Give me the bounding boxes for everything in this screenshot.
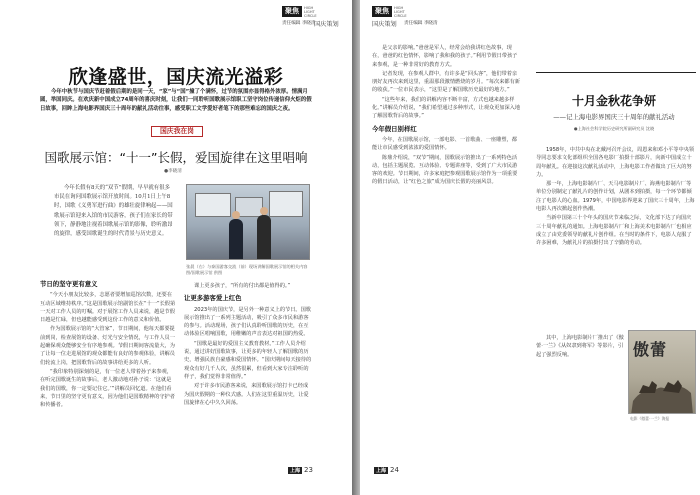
header-en-line: CIRCLE <box>304 14 317 19</box>
page-number: 24 <box>390 466 399 474</box>
article-continuation-column <box>372 44 522 188</box>
paragraph: “我印象特别深刻的是，有一位老人带着孙子来参观，在听完国歌诞生的故事后，老人激动地对孙子说：‘这就是我们的国歌，你一定要记住它。’”讲解员回忆道。在他们看来，节日里的坚守更有意义，因为他们是国歌精神的守护者和传播者。 <box>40 368 175 409</box>
lead-paragraph: 今年长假有8天的“双节”假期，早早就有很多市民在询问国歌展示馆开放时间。10月1日上午8时，国歌《义勇军进行曲》的雄壮旋律响起——国歌展示馆迎来入馆的市民游客，孩子们在家长的带领下，静静地注视着国歌展示馆的影像，聆听激昂的旋律，感受国歌诞生的时代背景与历史意义。 <box>54 185 173 238</box>
paragraph: “国歌是最好的爱国主义教育教材。”工作人员介绍说，通过讲好国歌故事，让更多的年轻人了解国歌的历史，增强民族自豪感和爱国情怀。“国庆期间每天接待的观众有好几千人次，虽然很累，但看到大家专注聆听的样子，我们觉得非常值得。” <box>184 340 312 380</box>
header-en-line: HIGH <box>394 6 404 10</box>
article-subtitle: ——记上海电影界国庆三十周年的献礼活动 <box>553 113 675 121</box>
header-en-line: CIRCLE <box>394 14 407 19</box>
section-tag: 国庆我在岗 <box>151 126 203 137</box>
section-divider <box>536 72 696 73</box>
poster-horse-riders <box>629 331 696 414</box>
paragraph: 课上更多孩子，“所有的付出都是值得的。” <box>194 283 291 289</box>
paragraph: 那一年，上海电影制片厂、天马电影制片厂、海燕电影制片厂等单位分别制定了献礼片的创作计划，从剧本到拍摄，每一个环节都倾注了电影人的心血。1979年，中国电影界迎来了国庆三十周年，上海电影人再次掀起创作热潮。 <box>536 181 695 213</box>
article-column-lower <box>536 334 624 360</box>
paragraph: 陈鼎介绍说，“双节”期间，国歌展示馆推出了一系列特色活动，包括主题展览、互动体验、专题讲座等，受到了广大市民游客的欢迎。节日期间，许多家庭把参观国歌展示馆作为一项重要的假日活动，让“红色之旅”成为国庆长假的亮丽风景。 <box>372 154 518 186</box>
subheading: 节日的坚守更有意义 <box>40 280 98 288</box>
poster-caption: 电影《傲蕾·一兰》海报 <box>630 416 670 421</box>
photo-screen <box>269 191 303 217</box>
book-gutter <box>352 0 360 495</box>
paragraph: 当新中国第三十个年头的国庆节来临之际，文化部下达了向国庆三十周年献礼的通知。上海电影制片厂和上海美术电影制片厂也相应成立了由党委领导的献礼片创作组。在当时的条件下，电影人克服了许多困难，为献礼片的拍摄付出了辛勤的劳动。 <box>536 215 692 247</box>
header-en-label <box>394 6 407 19</box>
footer-logo: 上海 <box>290 467 301 474</box>
paragraph: “今天小朋友比较多，志愿者要增加巡馆次数，还要在互动区域维持秩序。”这是国歌展示馆副馆长在“十一”长假第一天对工作人员的叮嘱。对于展馆工作人员来说，越是节假日越是忙碌，但也越能感受到这份工作的意义和价值。 <box>40 292 176 324</box>
header-column: 国庆策划 <box>372 21 397 28</box>
subheading: 让更多游客爱上红色 <box>184 294 242 303</box>
header-tab: 聚焦 <box>372 6 392 17</box>
header-editors: 责任编辑 李晓清 <box>282 21 316 26</box>
header-column: 国庆策划 <box>314 21 339 28</box>
article-title: 十月金秋花争妍 <box>571 94 656 108</box>
header-en-line: LIGHT <box>394 10 405 15</box>
page-number-footer <box>374 466 399 474</box>
page-number-footer <box>288 466 313 474</box>
photo-person <box>257 215 271 259</box>
article-photo <box>186 184 310 260</box>
photo-caption: 张晨（右）与泰国游客交流（前）现场讲解国歌展示馆的相关内容 图/国歌展示馆 供图 <box>186 264 308 276</box>
film-poster-image <box>628 330 696 414</box>
paragraph: 是父亲的影响。”爸爸是军人，经常会给我讲红色故事，现在，爸爸的红色情怀，影响了我和我的孩子。”利用节假日带孩子来参观，是一种非常好的教育方式。 <box>372 45 518 68</box>
page-title: 欣逢盛世，国庆流光溢彩 <box>68 66 284 88</box>
page-number: 23 <box>304 466 313 474</box>
poster-title: 傲蕾 <box>633 340 668 359</box>
photo-screen <box>195 193 231 217</box>
article-title: 国歌展示馆：“十一”长假，爱国旋律在这里唱响 <box>44 150 308 165</box>
paragraph: 记者发现，在参观人群中，有许多是“回头客”，他们带着亲朋好友再次来到这里，重温那段激情燃烧的岁月。“每次来都有新的收获。”一位市民表示，“这里是了解国歌历史最好的地方。” <box>372 70 520 94</box>
header-tab: 聚焦 <box>282 6 302 17</box>
article-column-2 <box>184 282 312 408</box>
right-page <box>360 0 700 495</box>
header-editors: 责任编辑 李晓清 <box>404 21 438 26</box>
article-column <box>536 146 696 249</box>
header-en-label <box>304 6 317 19</box>
article-column-1 <box>40 276 176 410</box>
photo-person-head <box>232 211 240 219</box>
photo-person <box>229 219 243 259</box>
footer-logo: 上海 <box>376 467 387 474</box>
header-en-line: LIGHT <box>304 10 315 15</box>
paragraph: 2023年的国庆节，是另外一种意义上的节日。国歌展示馆推出了一系列主题活动，吸引了众多市民和游客的参与。活动现场，孩子们认真聆听国歌的历史，在互动体验区唱响国歌，用稚嫩的声音表达对祖国的热爱。 <box>184 306 311 338</box>
byline: ●上海社会科学院历史研究所副研究员 沈晓 <box>573 126 655 131</box>
paragraph: “这些年来，我们的讲解内容不断丰富，方式也越来越多样化。”讲解员介绍说，“我们希望通过多种形式，让观众更加深入地了解国歌背后的故事。” <box>372 96 521 120</box>
paragraph: 其中，上海电影制片厂推出了《傲蕾·一兰》《从奴隶到将军》等影片，引起了强烈反响。 <box>536 335 624 358</box>
intro-paragraph: 今年中秋节与国庆节赶着假后期的是同一天，“家”与“国”撞了个满怀，过节的氛围亦显得格外浓厚。情满月圆，举国同庆。在欢庆新中国成立74周年的喜庆时刻，让我们一同聆听国歌展示馆职工坚守岗位传递信仰火炬的假日故事，回眸上海电影界国庆三十周年的献礼活动往事，感受职工文学爱好者笔下的那些难忘的国庆之夜。 <box>40 89 312 112</box>
photo-person-head <box>260 207 268 215</box>
paragraph: 作为国歌展示馆的“大管家”，节日期间，他每天都要提前到岗，检查展馆的设备、灯光与安全情况，与工作人员一起确保观众能够安全有序地参观。节假日期间客流量大，为了让每一位走进展馆的观众都能有良好的参观体验，讲解员们轮流上岗，把国歌背后的故事讲给更多的人听。 <box>40 326 175 366</box>
header-en-line: HIGH <box>304 6 314 10</box>
paragraph: 对于许多市民游客来说，来国歌展示馆打卡已经成为国庆假期的一种仪式感。人们在这里重温历史，让爱国旋律在心中久久回荡。 <box>184 383 309 406</box>
byline: ●李晓清 <box>164 169 182 174</box>
subheading: 今年假日别样红 <box>372 124 417 133</box>
paragraph: 今年，在国歌展示馆，一部电影、一首歌曲、一座雕塑，都能让市民感受到浓浓的爱国情怀。 <box>372 136 517 152</box>
paragraph: 1958年，中共中央在北戴河召开会议，周恩来和邓小平等中央领导同志要求文化部组织全国各电影厂拍摄十部影片，向新中国成立十周年献礼。在迎接这次献礼活动中，上海电影工作者做出了巨大的努力。 <box>536 147 695 178</box>
